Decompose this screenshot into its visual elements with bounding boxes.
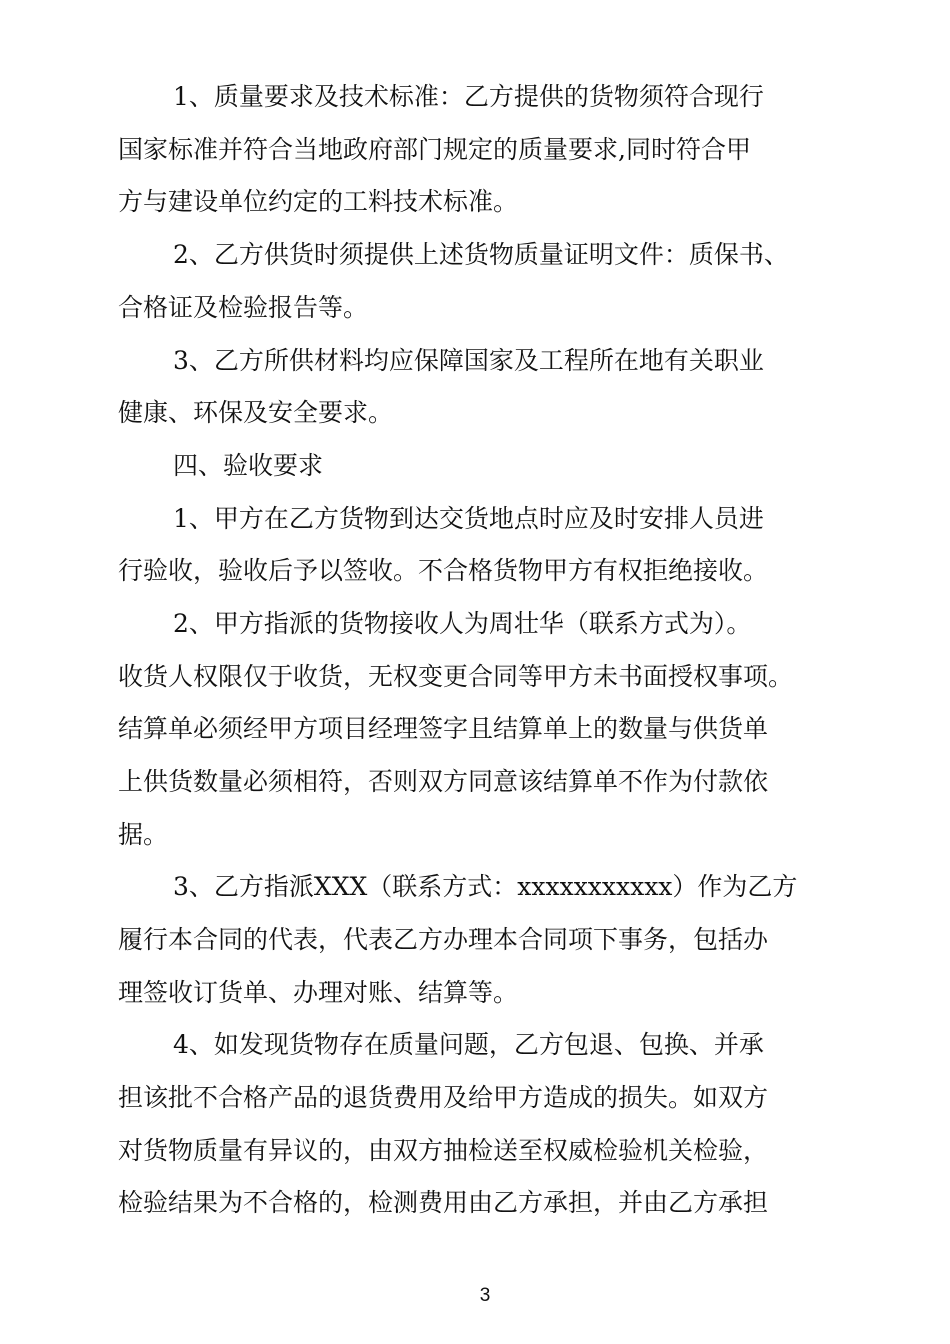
text-line: 据。 [118, 820, 169, 849]
text-line: 对货物质量有异议的，由双方抽检送至权威检验机关检验， [118, 1136, 769, 1165]
text-line: 3、乙方所供材料均应保障国家及工程所在地有关职业 [173, 346, 764, 375]
text-line: 收货人权限仅于收货，无权变更合同等甲方未书面授权事项。 [118, 662, 794, 691]
text-line: 国家标准并符合当地政府部门规定的质量要求,同时符合甲 [118, 135, 751, 164]
text-line: 理签收订货单、办理对账、结算等。 [118, 978, 519, 1007]
text-line: 1、甲方在乙方货物到达交货地点时应及时安排人员进 [173, 504, 764, 533]
text-line: 上供货数量必须相符，否则双方同意该结算单不作为付款依 [118, 767, 769, 796]
text-line: 健康、环保及安全要求。 [118, 398, 394, 427]
text-line: 履行本合同的代表，代表乙方办理本合同项下事务，包括办 [118, 925, 769, 954]
text-line: 担该批不合格产品的退货费用及给甲方造成的损失。如双方 [118, 1083, 769, 1112]
text-line: 2、甲方指派的货物接收人为周壮华（联系方式为）。 [173, 609, 752, 638]
text-line: 1、质量要求及技术标准：乙方提供的货物须符合现行 [173, 82, 764, 111]
text-line: 3、乙方指派XXX（联系方式：xxxxxxxxxxx）作为乙方 [173, 872, 798, 901]
text-line: 合格证及检验报告等。 [118, 293, 369, 322]
text-line: 4、如发现货物存在质量问题，乙方包退、包换、并承 [173, 1030, 764, 1059]
text-line: 行验收，验收后予以签收。不合格货物甲方有权拒绝接收。 [118, 556, 769, 585]
section-heading: 四、验收要求 [173, 451, 324, 480]
text-line: 结算单必须经甲方项目经理签字且结算单上的数量与供货单 [118, 714, 769, 743]
text-line: 方与建设单位约定的工料技术标准。 [118, 187, 519, 216]
text-line: 检验结果为不合格的，检测费用由乙方承担，并由乙方承担 [118, 1188, 769, 1217]
text-line: 2、乙方供货时须提供上述货物质量证明文件：质保书、 [173, 240, 789, 269]
page-number: 3 [479, 1285, 491, 1306]
